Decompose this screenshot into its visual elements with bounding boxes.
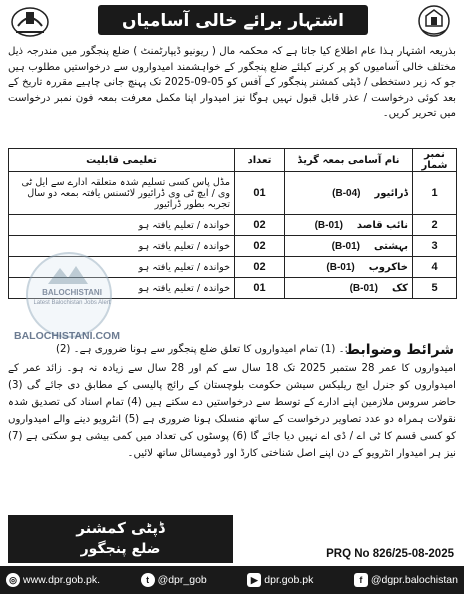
post-title: کک — [391, 282, 408, 294]
website-link[interactable]: www.dpr.gob.pk. — [23, 574, 101, 586]
footer-youtube[interactable] — [247, 573, 313, 587]
serial-no: 1 — [413, 172, 457, 215]
watermark-subtitle: Latest Balochistan Jobs Alert — [33, 300, 111, 306]
serial-no: 5 — [413, 278, 457, 299]
youtube-channel[interactable]: dpr.gob.pk — [264, 574, 314, 586]
post-title: نائب قاصد — [356, 219, 408, 231]
post-title: بہشتی — [374, 240, 408, 252]
post-quantity: 02 — [235, 236, 285, 257]
footer-facebook[interactable] — [354, 573, 458, 587]
header-quantity: تعداد — [235, 149, 285, 172]
facebook-handle[interactable]: @dgpr.balochistan — [370, 574, 458, 586]
post-quantity: 02 — [235, 215, 285, 236]
qualification: خواندہ / تعلیم یافتہ ہو — [9, 257, 235, 278]
post-name — [285, 172, 413, 215]
qualification: خواندہ / تعلیم یافتہ ہو — [9, 236, 235, 257]
post-grade: (B-04) — [332, 187, 361, 199]
post-title: ڈرائیور — [374, 187, 408, 199]
qualification: مڈل پاس کسی تسلیم شدہ متعلقہ ادارے سے ایل ٹی وی / ایچ ٹی وی ڈرائیور لائسنس یافتہ بمعہ دو سال تجربہ بطور ڈرائیور — [9, 172, 235, 215]
serial-no: 4 — [413, 257, 457, 278]
table-row — [9, 172, 457, 215]
post-name — [285, 278, 413, 299]
intro-paragraph: بذریعہ اشتہار ہذا عام اطلاع کیا جاتا ہے کہ محکمہ مال ( ریونیو ڈیپارٹمنٹ ) ضلع پنجگور میں مندرجہ ذیل مختلف خالی آسامیوں کو پر کرنے کیلئے ضلع پنجگور کے خواہشمند امیدواروں سے درخواستیں مطلوب ہیں جو کہ زیر دستخطی / ڈپٹی کمشنر پنجگور کے آفس کو 05-09-2025 تک پہنچ جانی چاہیے مقررہ تاریخ کے بعد کوئی درخواست / عذر قابل قبول نہیں ہوگا نیز امیدوار اپنا مکمل معرفت بمعہ فون نمبر درخواست میں تحریر کریں۔ — [8, 46, 456, 120]
post-grade: (B-01) — [326, 261, 355, 273]
twitter-icon: t — [141, 573, 155, 587]
post-quantity: 01 — [235, 172, 285, 215]
vacancy-table — [8, 148, 457, 299]
page-title: اشتہار برائے خالی آسامیاں — [121, 10, 344, 31]
twitter-handle[interactable]: @dpr_gob — [157, 574, 207, 586]
table-row — [9, 278, 457, 299]
serial-no: 3 — [413, 236, 457, 257]
post-quantity: 01 — [235, 278, 285, 299]
post-grade: (B-01) — [349, 282, 378, 294]
facebook-icon: f — [354, 573, 368, 587]
footer-twitter[interactable] — [141, 573, 207, 587]
footer-bar — [0, 566, 464, 594]
post-quantity: 02 — [235, 257, 285, 278]
signature-box — [8, 515, 233, 563]
post-title: خاکروب — [368, 261, 408, 273]
government-emblem-left — [8, 4, 52, 38]
table-row — [9, 257, 457, 278]
signatory-title: ڈپٹی کمشنر — [76, 519, 165, 537]
post-grade: (B-01) — [314, 219, 343, 231]
signatory-district: ضلع پنجگور — [80, 541, 161, 557]
youtube-icon: ▶ — [247, 573, 261, 587]
prq-number: PRQ No 826/25-08-2025 — [326, 548, 454, 560]
post-name — [285, 215, 413, 236]
header-qualification: تعلیمی قابلیت — [9, 149, 235, 172]
globe-icon: ◎ — [6, 573, 20, 587]
terms-first-line: :۔ (1) تمام امیدواروں کا تعلق ضلع پنجگور سے ہونا ضروری ہے۔ (2) — [55, 344, 348, 355]
table-row — [9, 236, 457, 257]
table-row — [9, 215, 457, 236]
title-banner — [98, 5, 368, 35]
qualification: خواندہ / تعلیم یافتہ ہو — [9, 215, 235, 236]
post-name — [285, 257, 413, 278]
table-header-row — [9, 149, 457, 172]
qualification: خواندہ / تعلیم یافتہ ہو — [9, 278, 235, 299]
footer-website[interactable] — [6, 573, 100, 587]
watermark-title: BALOCHISTANI — [42, 288, 102, 297]
terms-body: امیدواروں کا عمر 28 ستمبر 2025 تک 18 سال سے کم اور 28 سال سے زیادہ نہ ہو۔ زائد عمر کے امیدواروں کو جنرل ایج ریلیکس سیشن حکومت بلوچستان کے رائج پالیسی کے مطابق دی جائے گی (3) حاضر سروس ملازمین اپنے ادارے کے توسط سے درخواستیں دے سکتے ہیں (4) تمام اسناد کی تصدیق شدہ نقولات ہمراہ دو عدد تصاویر درخواست کے ساتھ منسلک ہونا ضروری ہے (5) انٹرویو دینے والے امیدواروں کو کسی قسم کا ٹی اے / ڈی اے نہیں دیا جائے گا (6) پوسٹوں کی تعداد میں کمی بیشی ہو سکتی ہے (7) نیز ہر امیدوار انٹرویو کے دن اپنے اصل شناختی کارڈ اور ڈومیسائل ساتھ لائیں۔ — [8, 363, 457, 459]
header-post-name: نام آسامی بمعہ گریڈ — [285, 149, 413, 172]
serial-no: 2 — [413, 215, 457, 236]
post-name — [285, 236, 413, 257]
watermark-site-link[interactable]: BALOCHISTANI.COM — [14, 330, 120, 342]
header-serial-no: نمبر شمار — [413, 149, 457, 172]
post-grade: (B-01) — [331, 240, 360, 252]
government-emblem-right — [412, 4, 456, 38]
terms-heading: شرائط وضوابط — [345, 342, 454, 358]
